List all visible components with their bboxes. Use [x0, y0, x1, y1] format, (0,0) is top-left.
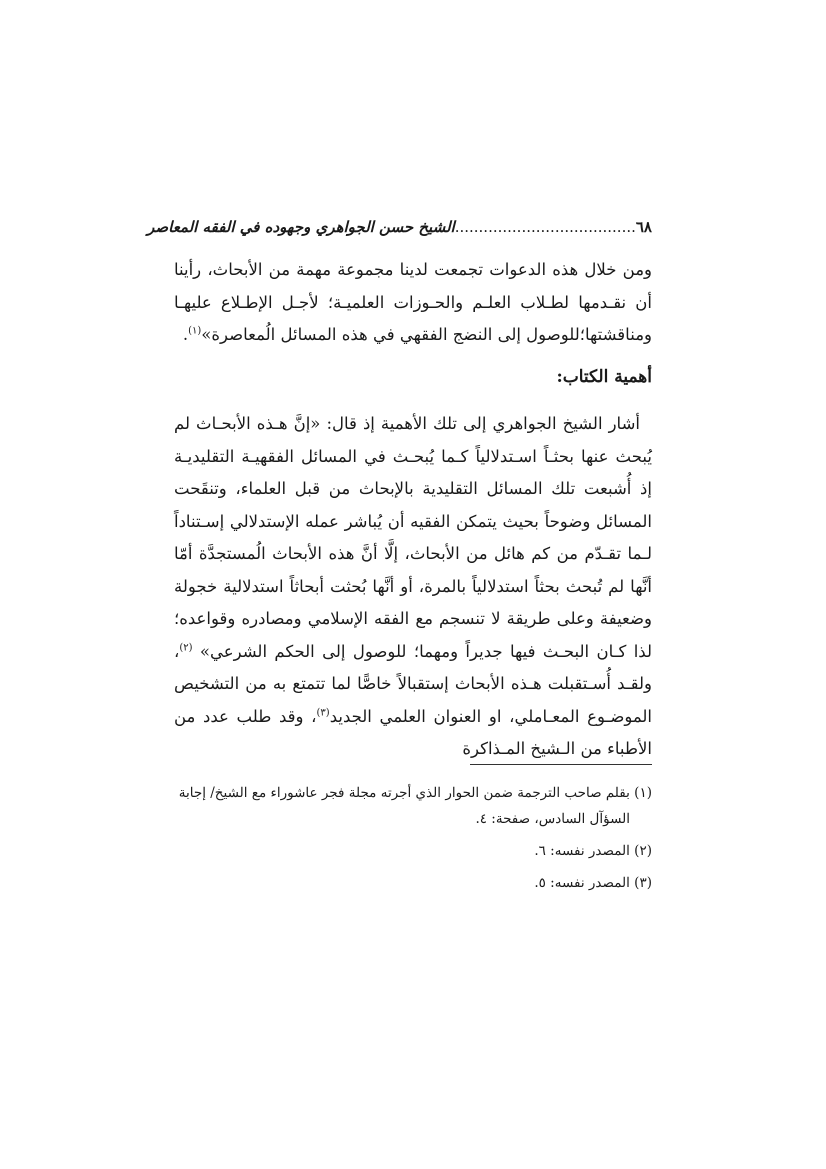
footnote-marker: (٢)	[634, 843, 652, 859]
footnote-text: المصدر نفسه: ٦.	[534, 843, 630, 859]
paragraph-intro-text: ومن خلال هذه الدعوات تجمعت لدينا مجموعة مهمة من الأبحاث، رأينا أن نقـدمها لطـلاب العلـم والحـوزات العلميـة؛ لأجـل الإطـلاع عليهـا ومناقشتها؛للوصول إلى النضج الفقهي في هذه المسائل الُمعاصرة»	[174, 260, 652, 344]
page-number: ٦٨	[635, 218, 652, 236]
paragraph-intro	[174, 254, 652, 352]
footnote-2	[174, 838, 652, 864]
paragraph-importance-part3: ، وقد طلب عدد من الأطباء من الـشيخ المـذاكرة	[174, 706, 652, 758]
footnote-ref-2: (٢)	[179, 642, 193, 653]
footnote-divider	[470, 764, 652, 765]
footnote-text: المصدر نفسه: ٥.	[534, 875, 630, 891]
footnote-text: بقلم صاحب الترجمة ضمن الحوار الذي أجرته مجلة فجر عاشوراء مع الشيخ/ إجابة السؤآل السادس، صفحة: ٤.	[178, 785, 630, 827]
section-heading: أهمية الكتاب:	[556, 367, 652, 387]
running-header	[147, 218, 652, 248]
paragraph-importance-part1: أشار الشيخ الجواهري إلى تلك الأهمية إذ قال: «إنَّ هـذه الأبحـاث لم يُبحث عنها بحثـاً اسـتدلالياً كـما يُبحـث في المسائل الفقهيـة التقليديـة إذ أُشبعت تلك المسائل التقليدية بالإبحاث من قبل العلماء، وتنقَحت المسائل وضوحاً بحيث يتمكن الفقيه أن يُباشر عمله الإستدلالي إسـتناداً لـما تقـدّم من كم هائل من الأبحاث، إلَّا أنَّ هذه الأبحاث الُمستجدَّة أمّا أنَّها لم تُبحث بحثاً استدلالياً بالمرة، أو أنَّها بُحثت أبحاثاً استدلالية خجولة وضعيفة وعلى طريقة لا تنسجم مع الفقه الإسلامي ومصادره وقواعده؛لذا كـان البحـث فيها جديراً ومهما؛ للوصول إلى الحكم الشرعي»	[174, 414, 652, 661]
footnote-1	[174, 780, 652, 832]
footnote-marker: (١)	[634, 785, 652, 801]
paragraph-intro-end: .	[182, 325, 189, 344]
footnotes	[174, 780, 652, 902]
paragraph-importance	[174, 408, 652, 766]
running-title: الشيخ حسن الجواهري وجهوده في الفقه المعاصر	[147, 218, 455, 236]
footnote-ref-1: (١)	[188, 325, 202, 337]
footnote-ref-3: (٣)	[316, 707, 330, 718]
footnote-marker: (٣)	[634, 875, 652, 891]
header-leader-dots: ......................................	[454, 218, 636, 236]
footnote-3	[174, 870, 652, 896]
paragraph-importance-part2: ، ولقـد أُسـتقبلت هـذه الأبحاث إستقبالاً خاصًّا لما تتمتع به من التشخيص الموضـوع المعـاملي، او العنوان العلمي الجديد	[174, 641, 653, 726]
